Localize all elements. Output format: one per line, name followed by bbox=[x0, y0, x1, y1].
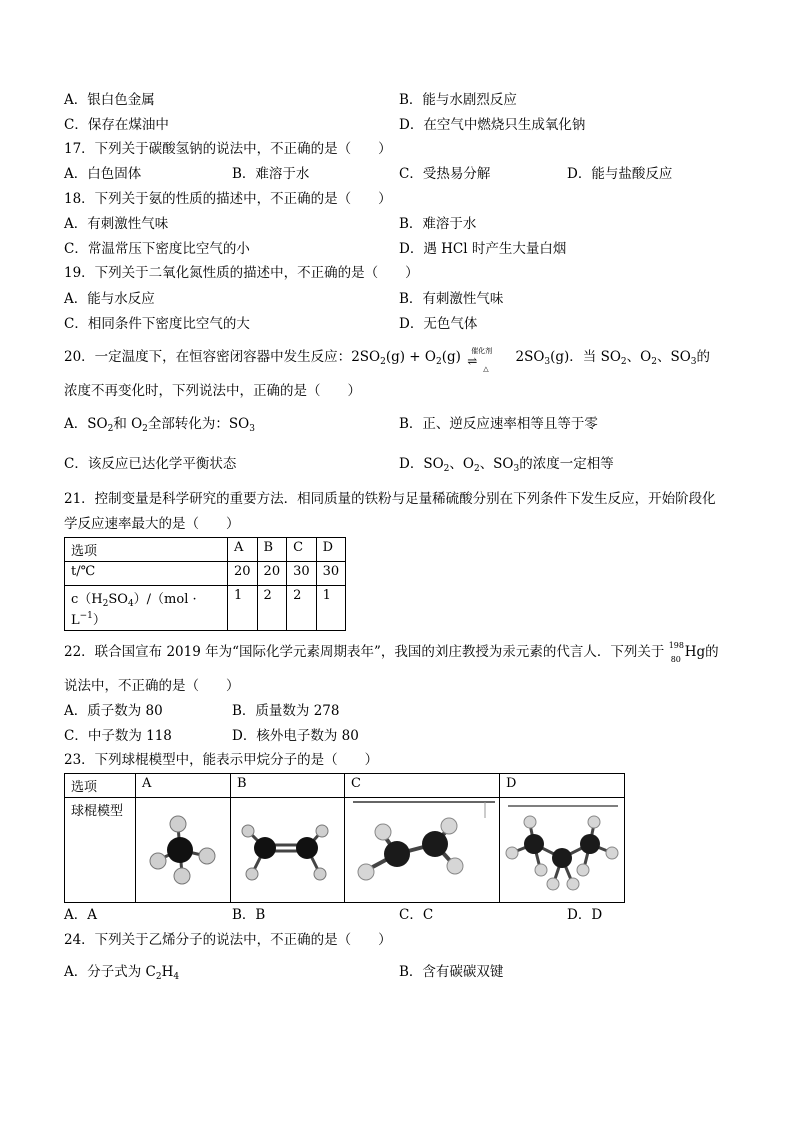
q21-header-cell: D bbox=[316, 538, 346, 562]
q22-stem-line2: 说法中，不正确的是（ ） bbox=[64, 678, 240, 694]
q20-option-c: C．该反应已达化学平衡状态 bbox=[64, 456, 237, 472]
q23-table bbox=[64, 773, 625, 903]
q22-option-a: A．质子数为 80 bbox=[64, 703, 163, 719]
q21-header-cell: 选项 bbox=[65, 538, 228, 562]
methane-model-icon bbox=[136, 798, 230, 902]
q18-option-c: C．常温常压下密度比空气的小 bbox=[64, 241, 250, 257]
q23-option-a: A．A bbox=[64, 907, 97, 923]
q22-option-b: B．质量数为 278 bbox=[232, 703, 340, 719]
q18-option-d: D．遇 HCl 时产生大量白烟 bbox=[399, 241, 567, 257]
molecule-model-d-icon bbox=[500, 798, 624, 902]
nuclide-notation: 198 80 bbox=[668, 641, 684, 664]
q20-stem-line1: 20．一定温度下，在恒容密闭容器中发生反应：$2SO_2(g) + O_2(g)$ 催化剂 ⇌ △ $2SO_3(g)$．当 $SO_2$、$O_2$、$SO_3$的 bbox=[64, 347, 711, 373]
q17-option-a: A．白色固体 bbox=[64, 166, 142, 182]
q21-cell: 30 bbox=[287, 562, 317, 586]
ball-stick-model-a bbox=[136, 798, 231, 903]
q22-option-c: C．中子数为 118 bbox=[64, 728, 172, 744]
q21-row-label: $c(H_2SO_4)/(mol \cdot L^{-1})$ bbox=[65, 586, 228, 631]
q23-option-b: B．B bbox=[232, 907, 266, 923]
q21-cell: 2 bbox=[287, 586, 317, 631]
q19-option-c: C．相同条件下密度比空气的大 bbox=[64, 316, 250, 332]
q18-option-b: B．难溶于水 bbox=[399, 216, 477, 232]
q19-option-a: A．能与水反应 bbox=[64, 291, 155, 307]
q21-header-cell: C bbox=[287, 538, 317, 562]
ethylene-model-icon bbox=[231, 798, 344, 902]
q23-option-c: C．C bbox=[399, 907, 434, 923]
q21-cell: 1 bbox=[228, 586, 258, 631]
q21-header-cell: A bbox=[228, 538, 258, 562]
q21-stem-line2: 学反应速率最大的是（ ） bbox=[64, 516, 240, 532]
q18-option-a: A．有刺激性气味 bbox=[64, 216, 169, 232]
q23-stem: 23．下列球棍模型中，能表示甲烷分子的是（ ） bbox=[64, 752, 379, 768]
q24-stem: 24．下列关于乙烯分子的说法中，不正确的是（ ） bbox=[64, 932, 392, 948]
q21-cell: 20 bbox=[228, 562, 258, 586]
q21-cell: 1 bbox=[316, 586, 346, 631]
q22-option-d: D．核外电子数为 80 bbox=[232, 728, 359, 744]
q16-option-d: D．在空气中燃烧只生成氧化钠 bbox=[399, 117, 586, 133]
q24-option-a: A．分子式为 $C_2H_4$ bbox=[64, 964, 180, 982]
ball-stick-model-d bbox=[500, 798, 625, 903]
q19-stem: 19．下列关于二氧化氮性质的描述中，不正确的是（ ） bbox=[64, 265, 419, 281]
q16-option-a: A．银白色金属 bbox=[64, 92, 155, 108]
q16-option-b: B．能与水剧烈反应 bbox=[399, 92, 517, 108]
q17-option-b: B．难溶于水 bbox=[232, 166, 310, 182]
q23-header-cell: C bbox=[345, 774, 500, 798]
q20-option-b: B．正、逆反应速率相等且等于零 bbox=[399, 416, 598, 432]
ball-stick-model-c bbox=[345, 798, 500, 903]
q21-table bbox=[64, 537, 346, 631]
molecule-model-c-icon bbox=[345, 798, 499, 902]
q19-option-d: D．无色气体 bbox=[399, 316, 478, 332]
q20-stem-line2: 浓度不再变化时，下列说法中，正确的是（ ） bbox=[64, 383, 361, 399]
q17-option-c: C．受热易分解 bbox=[399, 166, 491, 182]
q19-option-b: B．有刺激性气味 bbox=[399, 291, 504, 307]
q21-cell: 2 bbox=[257, 586, 287, 631]
q23-header-cell: B bbox=[231, 774, 345, 798]
q21-header-cell: B bbox=[257, 538, 287, 562]
q21-cell: 30 bbox=[316, 562, 346, 586]
q17-option-d: D．能与盐酸反应 bbox=[567, 166, 673, 182]
q16-option-c: C．保存在煤油中 bbox=[64, 117, 169, 133]
q20-option-a: A．$SO_2$和 $O_2$全部转化为：$SO_3$ bbox=[64, 416, 255, 434]
q17-stem: 17．下列关于碳酸氢钠的说法中，不正确的是（ ） bbox=[64, 141, 392, 157]
q23-header-cell: A bbox=[136, 774, 231, 798]
q23-row-label: 球棍模型 bbox=[65, 798, 136, 903]
q23-option-d: D．D bbox=[567, 907, 603, 923]
q24-option-b: B．含有碳碳双键 bbox=[399, 964, 504, 980]
q22-stem-line1: 22．联合国宣布 2019 年为“国际化学元素周期表年”，我国的刘庄教授为汞元素的代言人．下列关于 198 80 Hg的 bbox=[64, 641, 719, 664]
ball-stick-model-b bbox=[231, 798, 345, 903]
q23-header-cell: 选项 bbox=[65, 774, 136, 798]
q18-stem: 18．下列关于氨的性质的描述中，不正确的是（ ） bbox=[64, 191, 392, 207]
q23-header-cell: D bbox=[500, 774, 625, 798]
q21-row-label: t/℃ bbox=[65, 562, 228, 586]
q21-stem-line1: 21．控制变量是科学研究的重要方法．相同质量的铁粉与足量稀硫酸分别在下列条件下发生反应，开始阶段化 bbox=[64, 491, 716, 507]
q20-option-d: D．$SO_2$、$O_2$、$SO_3$的浓度一定相等 bbox=[399, 456, 614, 474]
reversible-arrow-icon: 催化剂 ⇌ △ bbox=[467, 347, 493, 373]
q21-cell: 20 bbox=[257, 562, 287, 586]
